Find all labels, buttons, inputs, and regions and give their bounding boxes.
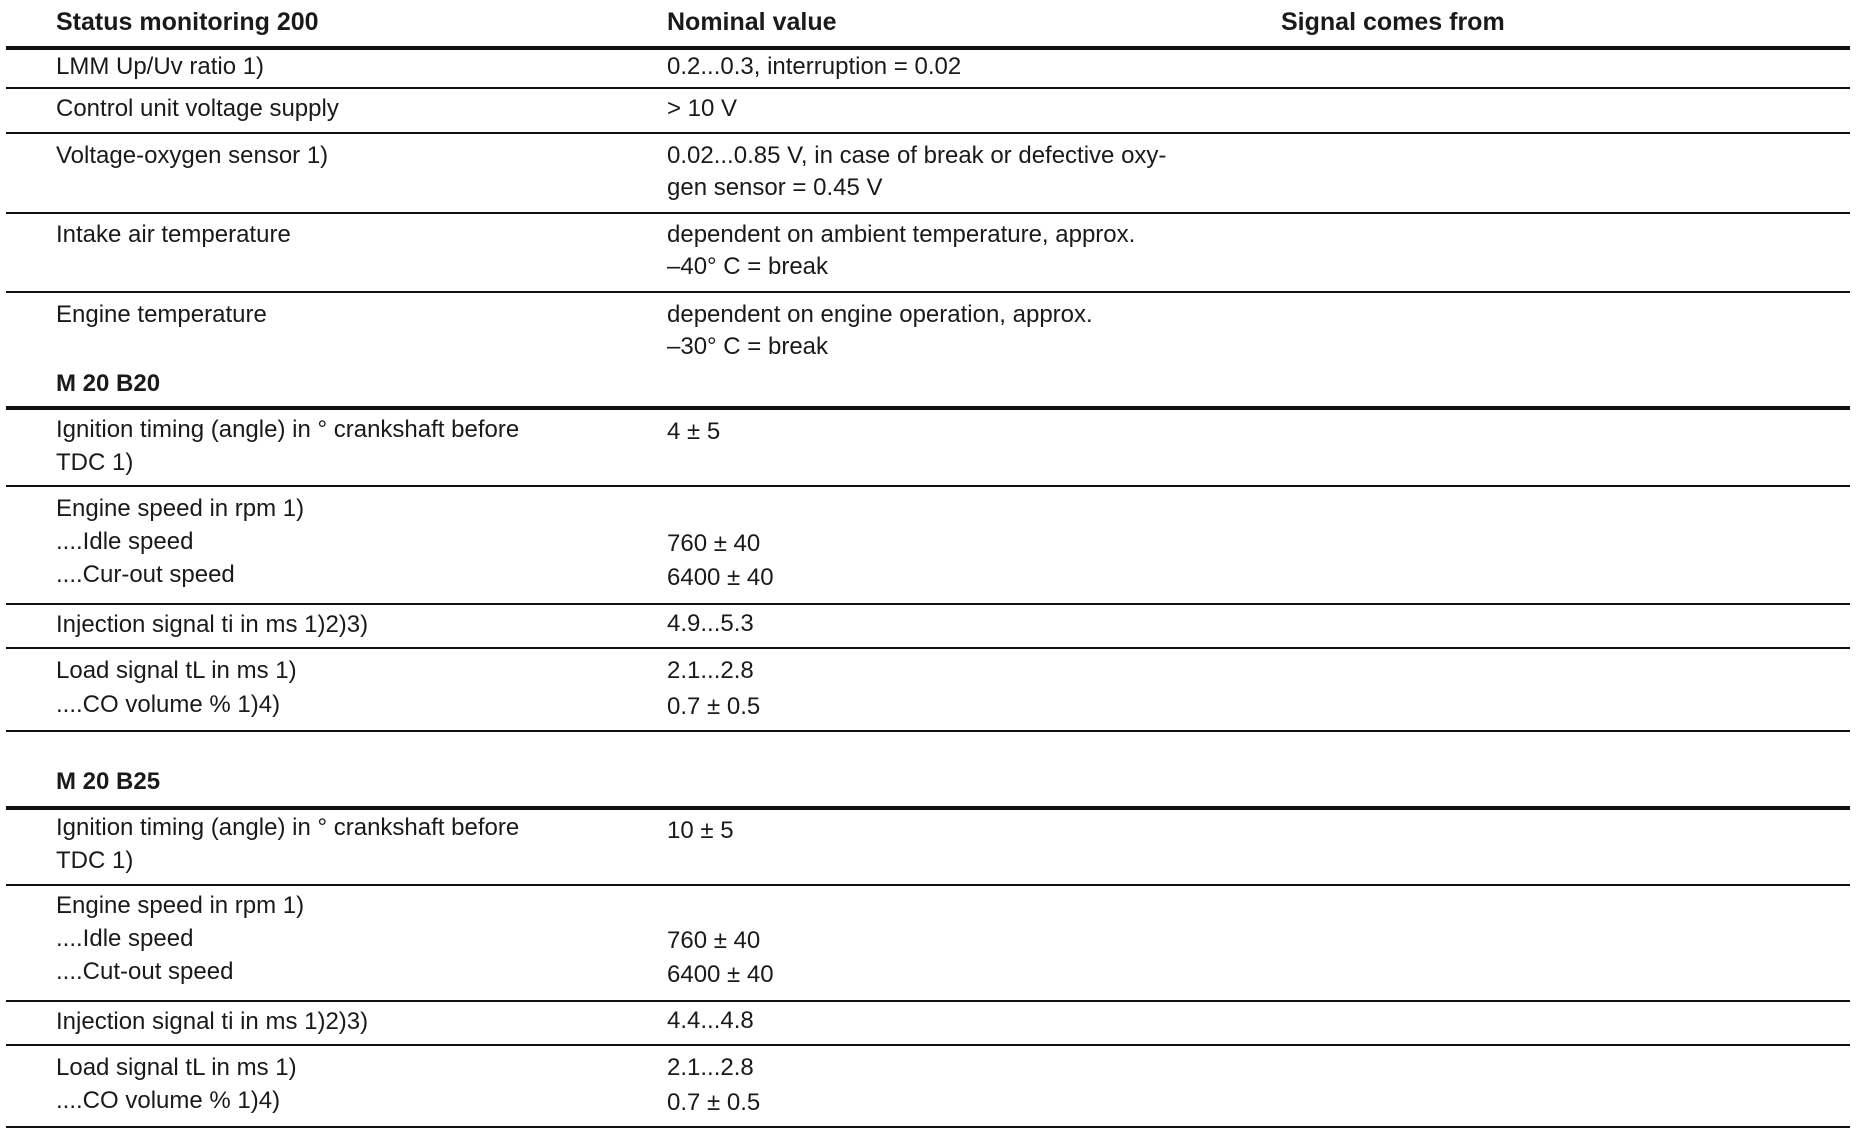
ignition-value: 10 ± 5 [667, 817, 734, 844]
ignition-value: 4 ± 5 [667, 418, 721, 445]
row-divider [6, 1044, 1850, 1046]
row-value-line2: gen sensor = 0.45 V [667, 174, 883, 201]
row-value-line2: –30° C = break [667, 333, 829, 360]
load-signal-value: 2.1...2.8 [667, 1054, 754, 1081]
section-rule [6, 406, 1850, 410]
injection-label: Injection signal ti in ms 1)2)3) [56, 1008, 369, 1035]
row-label: Voltage-oxygen sensor 1) [56, 142, 329, 169]
load-signal-value: 2.1...2.8 [667, 657, 754, 684]
row-divider [6, 291, 1850, 293]
co-volume-value: 0.7 ± 0.5 [667, 1089, 761, 1116]
row-divider [6, 87, 1850, 89]
load-signal-label: Load signal tL in ms 1) [56, 1054, 297, 1081]
ignition-label-line1: Ignition timing (angle) in ° crankshaft before [56, 814, 520, 841]
idle-speed-label: ....Idle speed [56, 925, 194, 952]
column-header-signal-source: Signal comes from [1281, 8, 1505, 36]
cutout-speed-label: ....Cut-out speed [56, 958, 234, 985]
row-value-line2: –40° C = break [667, 253, 829, 280]
ignition-label-line1: Ignition timing (angle) in ° crankshaft before [56, 416, 520, 443]
row-divider [6, 212, 1850, 214]
section-rule [6, 806, 1850, 810]
row-label: Control unit voltage supply [56, 95, 339, 122]
column-header-nominal-value: Nominal value [667, 8, 837, 36]
row-value: > 10 V [667, 95, 738, 122]
cutout-speed-value: 6400 ± 40 [667, 961, 774, 988]
row-value: 0.2...0.3, interruption = 0.02 [667, 53, 962, 80]
ignition-label-line2: TDC 1) [56, 847, 134, 874]
idle-speed-value: 760 ± 40 [667, 927, 761, 954]
row-divider [6, 1126, 1850, 1128]
injection-value: 4.4...4.8 [667, 1007, 754, 1034]
row-divider [6, 485, 1850, 487]
row-divider [6, 647, 1850, 649]
load-signal-label: Load signal tL in ms 1) [56, 657, 297, 684]
engine-speed-label: Engine speed in rpm 1) [56, 495, 305, 522]
idle-speed-label: ....Idle speed [56, 528, 194, 555]
row-value-line1: dependent on ambient temperature, approx. [667, 221, 1136, 248]
column-header-status: Status monitoring 200 [56, 8, 319, 36]
row-divider [6, 730, 1850, 732]
row-divider [6, 1000, 1850, 1002]
idle-speed-value: 760 ± 40 [667, 530, 761, 557]
row-value-line1: dependent on engine operation, approx. [667, 301, 1093, 328]
co-volume-label: ....CO volume % 1)4) [56, 691, 281, 718]
co-volume-label: ....CO volume % 1)4) [56, 1087, 281, 1114]
injection-value: 4.9...5.3 [667, 610, 754, 637]
row-divider [6, 884, 1850, 886]
row-label: LMM Up/Uv ratio 1) [56, 53, 265, 80]
injection-label: Injection signal ti in ms 1)2)3) [56, 611, 369, 638]
row-label: Intake air temperature [56, 221, 291, 248]
section-title-m20b25: M 20 B25 [56, 768, 161, 795]
cutout-speed-value: 6400 ± 40 [667, 564, 774, 591]
cutout-speed-label: ....Cur-out speed [56, 561, 235, 588]
co-volume-value: 0.7 ± 0.5 [667, 693, 761, 720]
section-title-m20b20: M 20 B20 [56, 370, 161, 397]
row-divider [6, 132, 1850, 134]
ignition-label-line2: TDC 1) [56, 449, 134, 476]
row-divider [6, 603, 1850, 605]
row-value-line1: 0.02...0.85 V, in case of break or defective oxy- [667, 142, 1167, 169]
row-label: Engine temperature [56, 301, 267, 328]
engine-speed-label: Engine speed in rpm 1) [56, 892, 305, 919]
